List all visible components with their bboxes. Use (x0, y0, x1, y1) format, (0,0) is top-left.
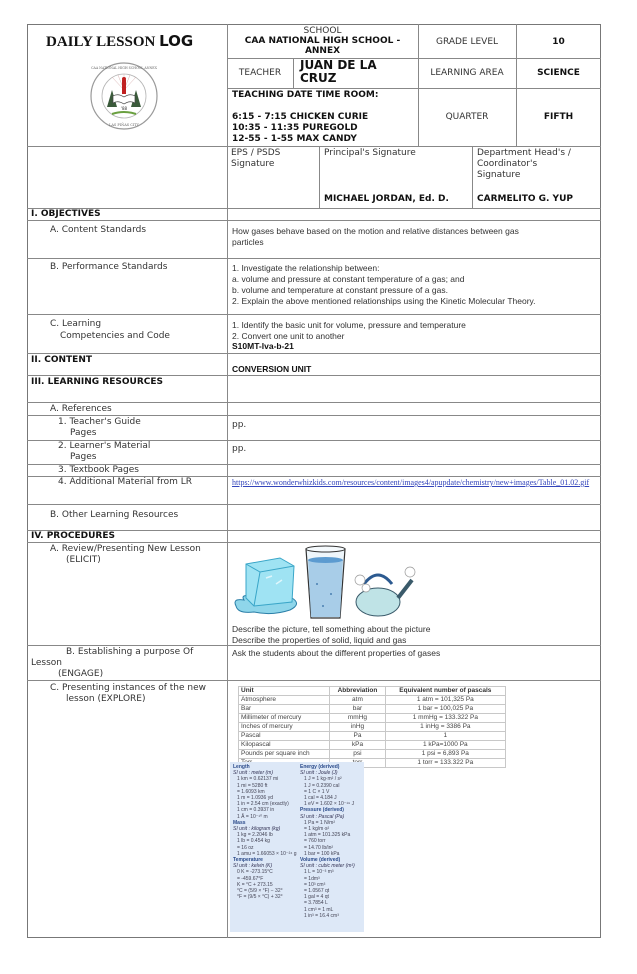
conversion-line: = 16 oz (237, 844, 254, 851)
conversion-line: 1 L = 10⁻³ m³ (304, 869, 334, 876)
conversion-line: 1 in³ = 16.4 cm³ (304, 912, 339, 919)
unit-conversion-sheet (230, 762, 364, 932)
grade-level-label: GRADE LEVEL (435, 37, 499, 47)
cell: 1 mmHg = 133.322 Pa (385, 714, 505, 723)
column-header: Equivalent number of pascals (385, 687, 505, 696)
svg-text:LAS PIÑAS CITY: LAS PIÑAS CITY (109, 123, 139, 127)
cell: 1 bar = 100,025 Pa (385, 705, 505, 714)
conversion-heading: Mass (233, 819, 246, 826)
school-value: CAA NATIONAL HIGH SCHOOL - (244, 36, 401, 46)
review-label: A. Review/Presenting New Lesson (50, 544, 201, 554)
cell: Kilopascal (239, 741, 330, 750)
conversion-line: 1 Pa = 1 N/m² (304, 819, 335, 826)
teaching-date-label: TEACHING DATE TIME ROOM: (232, 90, 379, 100)
conversion-line: 1 kg = 2.2046 lb (237, 832, 273, 839)
divider (27, 353, 601, 354)
school-seal-icon (82, 60, 166, 132)
conversion-line: 1 J = 1 kg·m² / s² (304, 776, 342, 783)
cell: inHg (330, 723, 385, 732)
other-resources-label: B. Other Learning Resources (50, 510, 179, 520)
conversion-line: = 1 kg/m·s² (304, 826, 330, 833)
quarter-value: FIFTH (543, 112, 574, 122)
divider (27, 146, 601, 147)
cell: psi (330, 750, 385, 759)
title-log-text: LOG (159, 32, 194, 50)
conversion-line: 1 lb = 0.454 kg (237, 838, 270, 845)
cell: Millimeter of mercury (239, 714, 330, 723)
conversion-heading: Length (233, 764, 250, 770)
cell: 1 inHg = 3386 Pa (385, 723, 505, 732)
performance-standards-text: b. volume and temperature at constant pressure of a gas. (232, 285, 448, 295)
conversion-line: 1 gal = 4 qt (304, 894, 329, 901)
references-label: A. References (50, 404, 112, 414)
learners-material-pages: pp. (232, 444, 247, 454)
content-heading: II. CONTENT (31, 355, 92, 365)
purpose-text: Ask the students about the different properties of gases (232, 648, 441, 658)
teacher-name-line2: CRUZ (300, 71, 337, 85)
purpose-label-line2: Lesson (31, 658, 62, 668)
divider (27, 402, 601, 403)
conversion-line: = 1dm³ (304, 875, 320, 882)
steaming-kettle-image (350, 562, 420, 618)
conversion-line: = 1.0567 qt (304, 888, 330, 895)
conversion-line: = 1.6093 km (237, 788, 265, 795)
divider (227, 88, 601, 89)
teacher-label: TEACHER (238, 68, 282, 78)
cell: Pounds per square inch (239, 750, 330, 759)
learning-area-label: LEARNING AREA (430, 68, 504, 78)
schedule-line: 10:35 - 11:35 PUREGOLD (232, 123, 358, 133)
conversion-line: °F = (9/5 × °C) + 32° (237, 894, 283, 901)
conversion-column-right (300, 764, 364, 919)
performance-standards-label: B. Performance Standards (50, 262, 168, 272)
divider (27, 680, 601, 681)
conversion-line: 1 cal = 4.184 J (304, 795, 337, 802)
content-standards-text: How gases behave based on the motion and relative distances between gas (232, 226, 519, 236)
performance-standards-text: 1. Investigate the relationship between: (232, 263, 380, 273)
school-value-line2: ANNEX (304, 46, 341, 56)
competency-text: 1. Identify the basic unit for volume, pressure and temperature (232, 320, 466, 330)
conversion-line: 1 atm = 101.325 kPa (304, 832, 351, 839)
conversion-line: 1 cm³ = 1 mL (304, 906, 334, 913)
competency-text: 2. Convert one unit to another (232, 331, 345, 341)
svg-text:'88: '88 (120, 106, 128, 111)
pressure-units-table (238, 686, 506, 768)
teacher-name: JUAN DE LA (300, 58, 377, 72)
additional-material-label: 4. Additional Material from LR (58, 477, 192, 487)
conversion-line: = 760 torr (304, 838, 326, 845)
schedule-line: 12-55 - 1-55 MAX CANDY (232, 134, 357, 144)
learning-area-value: SCIENCE (537, 68, 580, 78)
review-label-line2: (ELICIT) (66, 555, 101, 565)
school-label: SCHOOL (303, 26, 342, 36)
melting-ice-cube-image (232, 548, 302, 618)
conversion-line: 1 cm = 0.3937 in (237, 807, 275, 814)
conversion-heading: Pressure (derived) (300, 807, 344, 814)
conversion-line: 1 in = 2.54 cm (exactly) (237, 801, 289, 808)
cell: 1 torr = 133.322 Pa (385, 759, 505, 768)
competencies-label-line2: Competencies and Code (60, 331, 170, 341)
eps-signature-label-line2: Signature (231, 159, 275, 169)
conversion-line: 1 J = 0.2390 cal (304, 782, 340, 789)
divider (27, 504, 601, 505)
purpose-label: B. Establishing a purpose Of (66, 647, 194, 657)
cell: Bar (239, 705, 330, 714)
principal-name: MICHAEL JORDAN, Ed. D. (324, 194, 449, 204)
divider (27, 375, 601, 376)
purpose-label-line3: (ENGAGE) (58, 669, 104, 679)
content-value: CONVERSION UNIT (232, 364, 312, 374)
document-title (46, 32, 194, 50)
dept-head-name: CARMELITO G. YUP (477, 194, 573, 204)
cell: kPa (330, 741, 385, 750)
dept-head-signature-label-line2: Coordinator's (477, 159, 538, 169)
conversion-line: °C = (5/9 × °F) − 32° (237, 888, 283, 895)
cell: 1 atm = 101,325 Pa (385, 696, 505, 705)
review-instruction: Describe the picture, tell something about the picture (232, 624, 431, 634)
performance-standards-text: a. volume and pressure at constant temperature of a gas; and (232, 274, 465, 284)
procedures-heading: IV. PROCEDURES (31, 531, 115, 541)
quarter-label: QUARTER (445, 112, 489, 122)
conversion-si-unit: SI unit : cubic meter (m³) (300, 863, 355, 870)
table-row (239, 732, 506, 741)
conversion-line: = -459.67°F (237, 875, 264, 882)
dept-head-signature-label-line3: Signature (477, 170, 521, 180)
conversion-line: 1 m = 1.0936 yd (237, 795, 273, 802)
conversion-line: 1 amu = 1.66053 × 10⁻²⁴ g (237, 850, 297, 857)
conversion-line: = 14.70 lb/in² (304, 844, 334, 851)
divider (227, 58, 601, 59)
conversion-line: = 1 C × 1 V (304, 788, 330, 795)
table-row (239, 750, 506, 759)
cell: 1 kPa=1000 Pa (385, 741, 505, 750)
conversion-si-unit: SI unit : Joule (J) (300, 770, 338, 777)
cell: Pascal (239, 732, 330, 741)
learners-material-label-line2: Pages (70, 452, 97, 462)
divider (27, 314, 601, 315)
conversion-si-unit: SI unit : kelvin (K) (233, 863, 273, 870)
presenting-label: C. Presenting instances of the new (50, 683, 206, 693)
cell: atm (330, 696, 385, 705)
conversion-si-unit: SI unit : kilogram (kg) (233, 826, 281, 833)
teachers-guide-pages: pp. (232, 420, 247, 430)
divider (472, 146, 473, 208)
glass-of-water-image (303, 544, 348, 622)
table-row (239, 696, 506, 705)
learners-material-label: 2. Learner's Material (58, 441, 151, 451)
conversion-si-unit: SI unit : Pascal (Pa) (300, 813, 345, 820)
cell: Inches of mercury (239, 723, 330, 732)
table-row (239, 723, 506, 732)
additional-material-link[interactable]: https://www.wonderwhizkids.com/resources/content/images4/apupdate/chemistry/new+images/Table_01.02.gif (232, 478, 590, 487)
principal-signature-label: Principal's Signature (324, 148, 416, 158)
schedule-line: 6:15 - 7:15 CHICKEN CURIE (232, 112, 369, 122)
conversion-heading: Temperature (233, 857, 263, 864)
conversion-line: = 3.7854 L (304, 900, 328, 907)
conversion-line: 1 km = 0.62137 mi (237, 776, 279, 783)
conversion-line: 0 K = -273.15°C (237, 869, 273, 876)
dept-head-signature-label: Department Head's / (477, 148, 571, 158)
grade-level-value: 10 (552, 37, 565, 47)
conversion-line: 1 mi = 5280 ft (237, 782, 268, 789)
divider (319, 146, 320, 208)
conversion-si-unit: SI unit : meter (m) (233, 770, 274, 777)
eps-signature-label: EPS / PSDS (231, 148, 281, 158)
table-row (239, 714, 506, 723)
column-header: Unit (239, 687, 330, 696)
cell: 1 psi = 6,893 Pa (385, 750, 505, 759)
objectives-heading: I. OBJECTIVES (31, 209, 101, 219)
cell: Pa (330, 732, 385, 741)
divider (27, 220, 601, 221)
competencies-label: C. Learning (50, 319, 102, 329)
review-instruction: Describe the properties of solid, liquid and gas (232, 635, 407, 645)
conversion-column-left (233, 764, 297, 900)
divider (293, 58, 294, 88)
divider (27, 258, 601, 259)
content-standards-text-line2: particles (232, 237, 264, 247)
conversion-line: 1 Å = 10⁻¹⁰ m (237, 813, 268, 820)
column-divider (227, 24, 228, 938)
conversion-heading: Energy (derived) (300, 764, 340, 770)
performance-standards-text: 2. Explain the above mentioned relationships using the Kinetic Molecular Theory. (232, 296, 536, 306)
teachers-guide-label-line2: Pages (70, 428, 97, 438)
presenting-label-line2: lesson (EXPLORE) (66, 694, 146, 704)
divider (27, 645, 601, 646)
cell: mmHg (330, 714, 385, 723)
divider (27, 542, 601, 543)
title-text: DAILY LESSON (46, 34, 160, 50)
table-row (239, 741, 506, 750)
cell: bar (330, 705, 385, 714)
conversion-heading: Volume (derived) (300, 857, 341, 864)
table-header-row (239, 687, 506, 696)
cell: Atmosphere (239, 696, 330, 705)
conversion-line: K = °C + 273.15 (237, 881, 273, 888)
content-standards-label: A. Content Standards (50, 225, 147, 235)
conversion-line: 1 bar = 100 kPa (304, 850, 340, 857)
divider (27, 415, 601, 416)
teachers-guide-label: 1. Teacher's Guide (58, 417, 141, 427)
divider (27, 208, 601, 209)
cell: 1 (385, 732, 505, 741)
textbook-pages-label: 3. Textbook Pages (58, 465, 139, 475)
column-header: Abbreviation (330, 687, 385, 696)
conversion-line: = 10³ cm³ (304, 881, 326, 888)
competency-code: S10MT-lva-b-21 (232, 341, 294, 351)
conversion-line: 1 eV = 1.602 × 10⁻¹⁹ J (304, 801, 355, 808)
learning-resources-heading: III. LEARNING RESOURCES (31, 377, 163, 387)
svg-text:CAA NATIONAL HIGH SCHOOL ANNEX: CAA NATIONAL HIGH SCHOOL ANNEX (91, 66, 157, 70)
table-row (239, 705, 506, 714)
